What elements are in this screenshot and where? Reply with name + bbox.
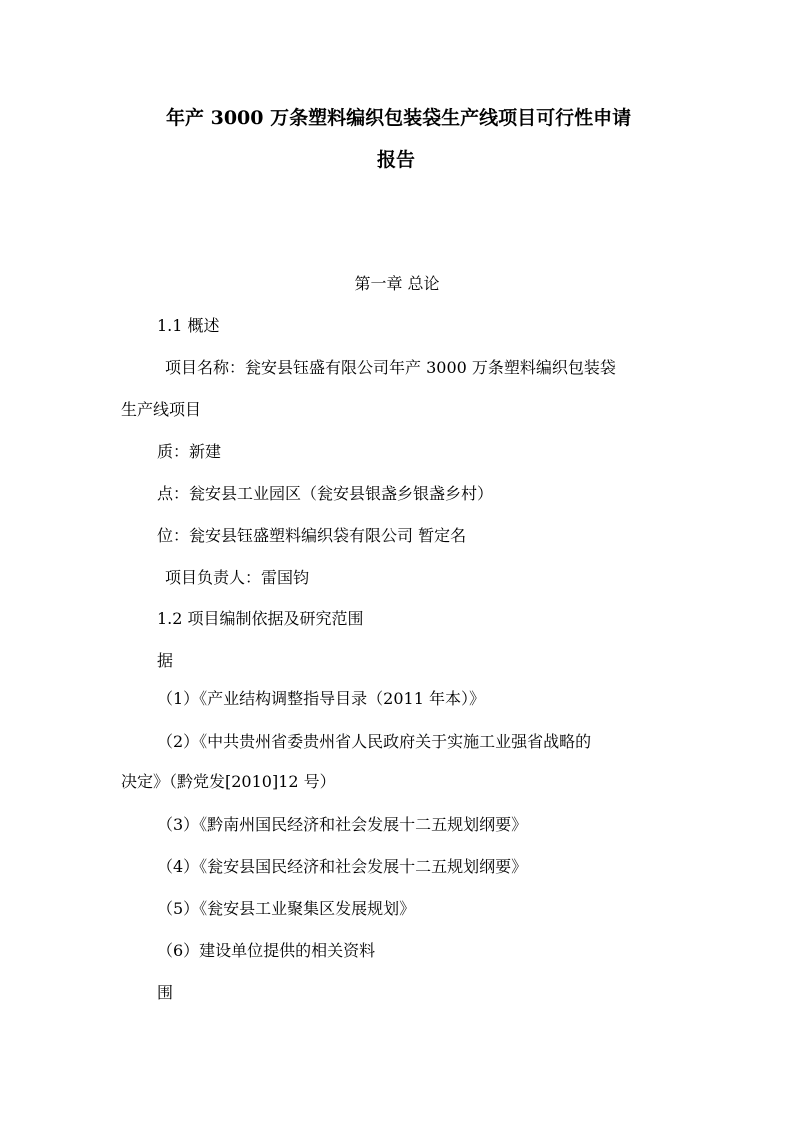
document-title-line-2: 报告 [377, 149, 416, 171]
basis-item: （4）《瓮安县国民经济和社会发展十二五规划纲要》 [157, 857, 528, 876]
basis-item: （3）《黔南州国民经济和社会发展十二五规划纲要》 [157, 815, 528, 834]
chapter-heading: 第一章 总论 [354, 274, 440, 293]
basis-item: （5）《瓮安县工业聚集区发展规划》 [157, 899, 416, 918]
section-heading-1-2: 1.2 项目编制依据及研究范围 [157, 609, 364, 628]
basis-item-continuation: 决定》（黔党发[2010]12 号） [121, 772, 336, 791]
section-heading-1-1: 1.1 概述 [157, 316, 220, 335]
project-unit: 位：瓮安县钰盛塑料编织袋有限公司 暂定名 [157, 526, 467, 545]
project-name-line-2: 生产线项目 [121, 400, 202, 419]
basis-label: 据 [157, 651, 174, 670]
document-title-line-1: 年产 3000 万条塑料编织包装袋生产线项目可行性申请 [166, 107, 632, 129]
scope-label: 围 [157, 983, 174, 1002]
project-nature: 质：新建 [157, 442, 222, 461]
project-leader: 项目负责人：雷国钧 [165, 568, 310, 587]
project-name-line-1: 项目名称：瓮安县钰盛有限公司年产 3000 万条塑料编织包装袋 [165, 358, 616, 377]
basis-item: （6）建设单位提供的相关资料 [157, 941, 376, 960]
project-location: 点：瓮安县工业园区（瓮安县银盏乡银盏乡村） [157, 484, 494, 503]
basis-item: （2）《中共贵州省委贵州省人民政府关于实施工业强省战略的 [157, 732, 592, 751]
basis-item: （1）《产业结构调整指导目录（2011 年本）》 [157, 689, 485, 708]
